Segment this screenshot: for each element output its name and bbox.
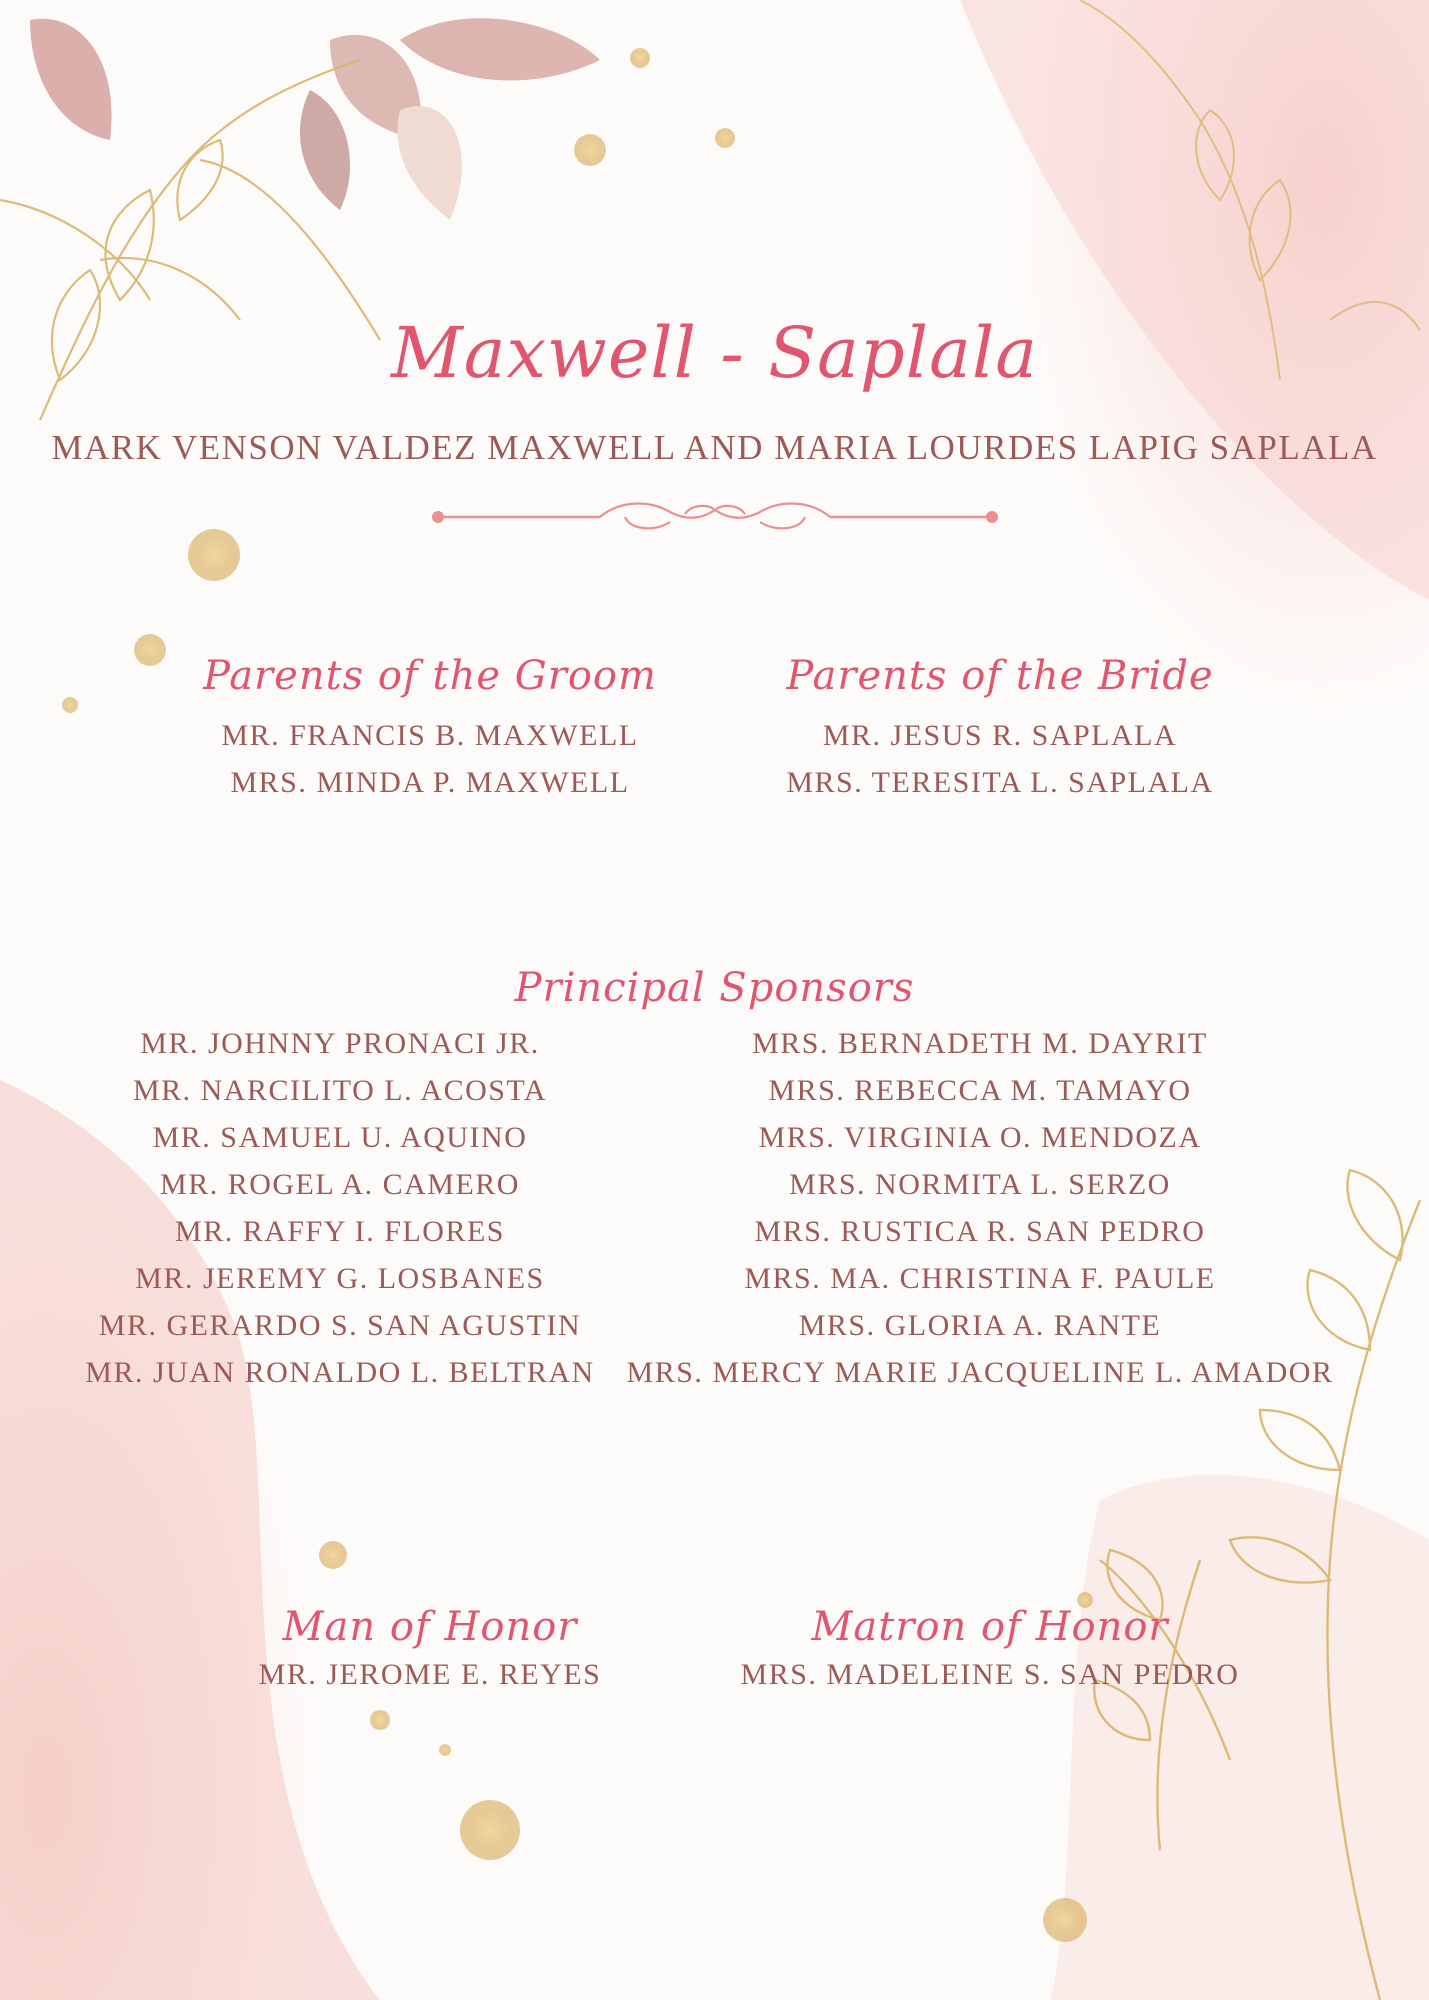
sponsor-name: MR. RAFFY I. FLORES (175, 1215, 505, 1248)
ornamental-divider (430, 490, 1000, 540)
parent-name: MR. FRANCIS B. MAXWELL (221, 719, 639, 752)
principal-sponsors-heading: Principal Sponsors (514, 965, 915, 1011)
couple-full-names: MARK VENSON VALDEZ MAXWELL AND MARIA LOURDES LAPIG SAPLALA (51, 428, 1378, 467)
male-sponsors-list (40, 1020, 640, 1396)
sponsor-name: MRS. MERCY MARIE JACQUELINE L. AMADOR (626, 1356, 1334, 1389)
female-sponsors-list (600, 1020, 1360, 1396)
parent-name: MRS. MINDA P. MAXWELL (230, 766, 630, 799)
parents-bride-heading: Parents of the Bride (786, 653, 1214, 699)
sponsor-name: MR. NARCILITO L. ACOSTA (132, 1074, 548, 1107)
sponsor-name: MR. JOHNNY PRONACI JR. (140, 1027, 540, 1060)
sponsor-name: MRS. BERNADETH M. DAYRIT (752, 1027, 1208, 1060)
sponsor-name: MR. JEREMY G. LOSBANES (135, 1262, 545, 1295)
sponsor-name: MRS. NORMITA L. SERZO (789, 1168, 1171, 1201)
sponsor-name: MR. ROGEL A. CAMERO (160, 1168, 520, 1201)
sponsor-name: MR. SAMUEL U. AQUINO (152, 1121, 528, 1154)
parent-name: MR. JESUS R. SAPLALA (822, 719, 1178, 752)
parents-bride-list (770, 712, 1230, 806)
sponsor-name: MRS. MA. CHRISTINA F. PAULE (744, 1262, 1216, 1295)
parents-groom-heading: Parents of the Groom (203, 653, 657, 699)
parents-groom-list (200, 712, 660, 806)
parent-name: MRS. TERESITA L. SAPLALA (786, 766, 1214, 799)
sponsor-name: MRS. GLORIA A. RANTE (798, 1309, 1162, 1342)
man-of-honor-name: MR. JEROME E. REYES (258, 1658, 602, 1691)
sponsor-name: MRS. VIRGINIA O. MENDOZA (758, 1121, 1202, 1154)
sponsor-name: MR. JUAN RONALDO L. BELTRAN (85, 1356, 595, 1389)
sponsor-name: MRS. REBECCA M. TAMAYO (768, 1074, 1192, 1107)
sponsor-name: MR. GERARDO S. SAN AGUSTIN (98, 1309, 582, 1342)
matron-of-honor-heading: Matron of Honor (811, 1604, 1169, 1650)
man-of-honor-heading: Man of Honor (282, 1604, 578, 1650)
sponsor-name: MRS. RUSTICA R. SAN PEDRO (754, 1215, 1206, 1248)
matron-of-honor-name: MRS. MADELEINE S. SAN PEDRO (740, 1658, 1240, 1691)
couple-surname-title: Maxwell - Saplala (391, 312, 1038, 394)
